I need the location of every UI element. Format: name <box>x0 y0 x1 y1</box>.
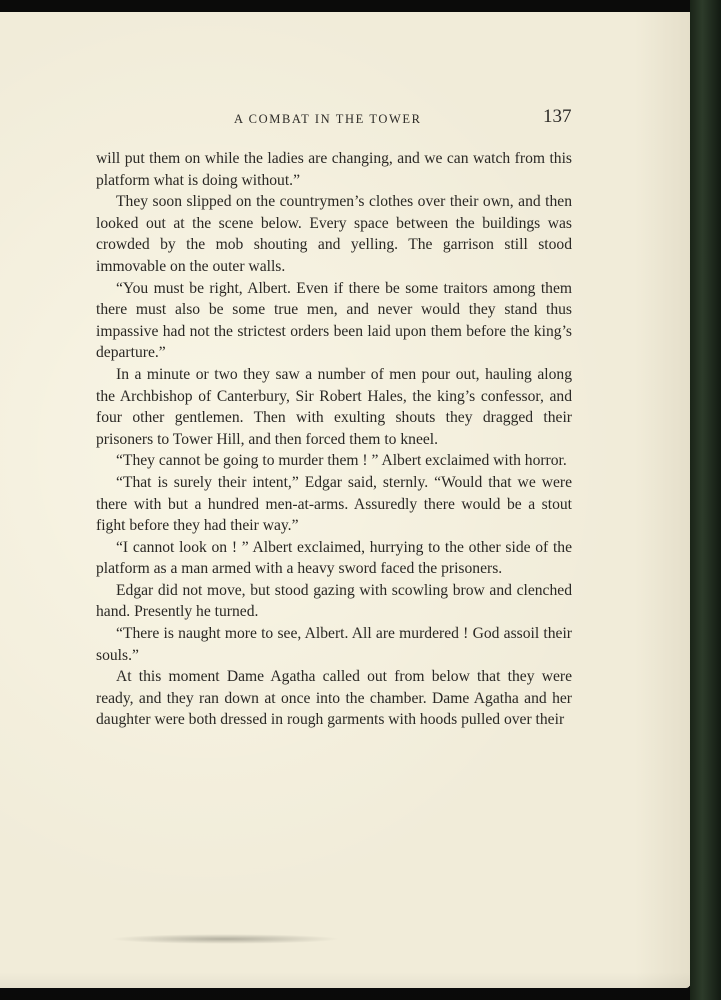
paragraph: “You must be right, Albert. Even if there be some traitors among them there must also be some true men, and never would they stand thus impassive had not the strictest orders been laid upon them before the king’s departure.” <box>96 279 572 362</box>
paragraph: At this moment Dame Agatha called out from below that they were ready, and they ran down at once into the chamber. Dame Agatha and her daughter were both dressed in rough garments with hoods pulled over their <box>96 668 572 729</box>
running-head <box>0 106 690 130</box>
paragraph: In a minute or two they saw a number of men pour out, hauling along the Archbishop of Canterbury, Sir Robert Hales, the king’s confessor, and four other gentlemen. Then with exulting shouts they dragged their prisoners to Tower Hill, and then forced them to kneel. <box>96 365 572 448</box>
running-title: A COMBAT IN THE TOWER <box>234 112 422 126</box>
paragraph: Edgar did not move, but stood gazing with scowling brow and clenched hand. Presently he turned. <box>96 581 572 621</box>
paragraph: “They cannot be going to murder them ! ” Albert exclaimed with horror. <box>116 452 567 470</box>
paragraph: “That is surely their intent,” Edgar said, sternly. “Would that we were there with but a hundred men-at-arms. Assuredly there would be a stout fight before they had their way.” <box>96 473 572 535</box>
book-page <box>0 12 690 988</box>
page-number: 137 <box>543 106 572 127</box>
body-text <box>96 148 572 731</box>
book-spine <box>690 0 721 1000</box>
page-bottom-shadow <box>0 972 690 1000</box>
paragraph: “I cannot look on ! ” Albert exclaimed, hurrying to the other side of the platform as a man armed with a heavy sword faced the prisoners. <box>96 538 572 578</box>
paragraph: will put them on while the ladies are changing, and we can watch from this platform what is doing without.” <box>96 150 572 189</box>
paragraph: “There is naught more to see, Albert. All are murdered ! God assoil their souls.” <box>96 625 572 664</box>
paragraph: They soon slipped on the countrymen’s clothes over their own, and then looked out at the scene below. Every space between the buildings was crowded by the mob shouting and yelling. The garrison still stood immovable on the outer walls. <box>96 193 572 275</box>
scan-smudge <box>110 934 340 944</box>
